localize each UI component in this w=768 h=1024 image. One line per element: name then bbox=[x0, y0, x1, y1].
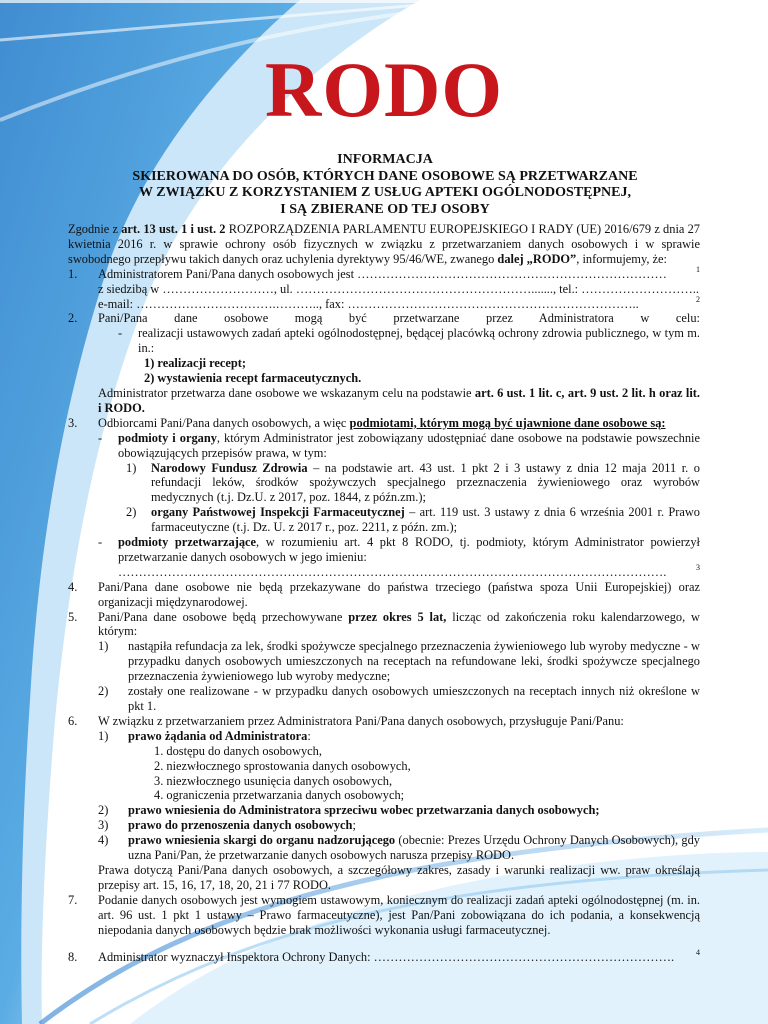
list-item: 5. Pani/Pana dane osobowe będą przechowywane przez okres 5 lat, licząc od zakończenia roku kalendarzowego, w którym: 1) nastąpiła refundacja za lek, środki spożywcze specjalnego przeznaczenia żywieniowego lub wyroby medyczne - w przypadku danych osobowych umieszczonych na receptach na refundowane leki, środki spożywcze specjalnego przeznaczenia żywieniowego lub wyroby medyczne; 2) zostały one realizowane - w przypadku danych osobowych umieszczonych na receptach innych niż określone w pkt 1. bbox=[68, 609, 700, 713]
list-item: 3. Odbiorcami Pani/Pana danych osobowych, a więc podmiotami, którym mogą być ujawnione dane osobowe są: - podmioty i organy, którym Administrator jest zobowiązany udostępniać dane osobowe na podstawie powszechnie obowiązujących przepisów prawa, w tym: 1) Narodowy Fundusz Zdrowia – na podstawie art. 43 ust. 1 pkt 2 i 3 ustawy z dnia 12 maja 2011 r. o refundacji leków, środków spożywczych specjalnego przeznaczenia żywieniowego oraz wyrobów medycznych (t.j. Dz.U. z 2017, poz. 1844, z późn.zm.); 2) organy Państwowej Inspekcji Farmaceutycznej – art. 119 ust. 3 ustawy z dnia 6 września 2001 r. Prawo farmaceutyczne (t.j. Dz. U. z 2017 r., poz. 2211, z późn. zm.); - podmioty przetwarzające, w rozumieniu art. 4 pkt 8 RODO, tj. podmioty, którym Administrator powierzył przetwarzanie danych osobowych w jego imieniu: ……………………………………………………………………………………………………………………. 3 bbox=[68, 415, 700, 579]
processors-field: ……………………………………………………………………………………………………………………. bbox=[118, 564, 667, 579]
list-item: 7. Podanie danych osobowych jest wymogiem ustawowym, koniecznym do realizacji zadań apteki ogólnodostępnej (m. in. art. 96 ust. 1 pkt 1 ustawy – Prawo farmaceutyczne), jest Pan/Pani zobowiązana do ich podania, a konsekwencją niepodania danych osobowych będzie brak możliwości wykonania usługi farmaceutycznej. bbox=[68, 892, 700, 937]
list-item: 6. W związku z przetwarzaniem przez Administratora Pani/Pana danych osobowych, przysługuje Pani/Panu: 1) prawo żądania od Administratora: 1. dostępu do danych osobowych, 2. niezwłocznego sprostowania danych osobowych, 3. niezwłocznego usunięcia danych osobowych, 4. ograniczenia przetwarzania danych osobowych; 2) prawo wniesienia do Administratora sprzeciwu wobec przetwarzania danych osobowych; 3) prawo do przenoszenia danych osobowych; 4) prawo wniesienia skargi do organu nadzorującego (obecnie: Prezes Urzędu Ochrony Danych Osobowych), gdy uzna Pani/Pan, że przetwarzanie danych osobowych narusza przepisy RODO. Prawa dotyczą Pani/Pana danych osobowych, a szczegółowy zakres, zasady i warunki realizacji ww. praw określają przepisy art. 15, 16, 17, 18, 20, 21 i 77 RODO. bbox=[68, 713, 700, 892]
list-item: 4. Pani/Pana dane osobowe nie będą przekazywane do państwa trzeciego (państwa spoza Unii Europejskiej) oraz organizacji międzynarodowej. bbox=[68, 579, 700, 609]
administrator-field: Administratorem Pani/Pana danych osobowych jest ………………………………………………………………… bbox=[98, 266, 667, 281]
heading-line: INFORMACJA bbox=[337, 152, 433, 167]
list-item: 2. Pani/Pana dane osobowe mogą być przetwarzane przez Administratora w celu: - realizacji ustawowych zadań apteki ogólnodostępnej, będącej placówką ochrony zdrowia publicznego, w tym m. in.: 1) realizacji recept; 2) wystawienia recept farmaceutycznych. Administrator przetwarza dane osobowe we wskazanym celu na podstawie art. 6 ust. 1 lit. c, art. 9 ust. 2 lit. h oraz lit. i RODO. bbox=[68, 311, 700, 415]
heading-line: SKIEROWANA DO OSÓB, KTÓRYCH DANE OSOBOWE SĄ PRZETWARZANE bbox=[132, 168, 638, 184]
heading-line: I SĄ ZBIERANE OD TEJ OSOBY bbox=[280, 201, 490, 217]
dpo-field: Administrator wyznaczył Inspektora Ochrony Danych: ………………………………………………………………. bbox=[98, 949, 675, 964]
list-item: 1. Administratorem Pani/Pana danych osobowych jest ………………………………………………………………… 1 z siedzibą w ………………………, ul. …………………………………………………......., tel.: ……………………….. e-mail: …………………………….……….., fax: …………………………………………………………….. 2 bbox=[68, 264, 700, 311]
heading-line: W ZWIĄZKU Z KORZYSTANIEM Z USŁUG APTEKI OGÓLNODOSTĘPNEJ, bbox=[139, 185, 631, 200]
contact-field: e-mail: …………………………….……….., fax: …………………………………………………………….. bbox=[98, 296, 639, 311]
list-item: 8. Administrator wyznaczył Inspektora Ochrony Danych: ………………………………………………………………. 4 bbox=[68, 947, 700, 964]
document-body bbox=[68, 222, 700, 964]
rodo-logo: RODO bbox=[265, 46, 503, 133]
address-field: z siedzibą w ………………………, ul. …………………………………………………......., tel.: ……………………….. bbox=[98, 281, 699, 296]
document-heading bbox=[60, 152, 710, 218]
intro-paragraph: Zgodnie z art. 13 ust. 1 i ust. 2 ROZPORZĄDZENIA PARLAMENTU EUROPEJSKIEGO I RADY (UE) 2016/679 z dnia 27 kwietnia 2016 r. w sprawie ochrony osób fizycznych w związku z przetwarzaniem danych osobowych i w sprawie swobodnego przepływu takich danych oraz uchylenia dyrektywy 95/46/WE, zwanego dalej „RODO”, informujemy, że: bbox=[68, 222, 700, 266]
